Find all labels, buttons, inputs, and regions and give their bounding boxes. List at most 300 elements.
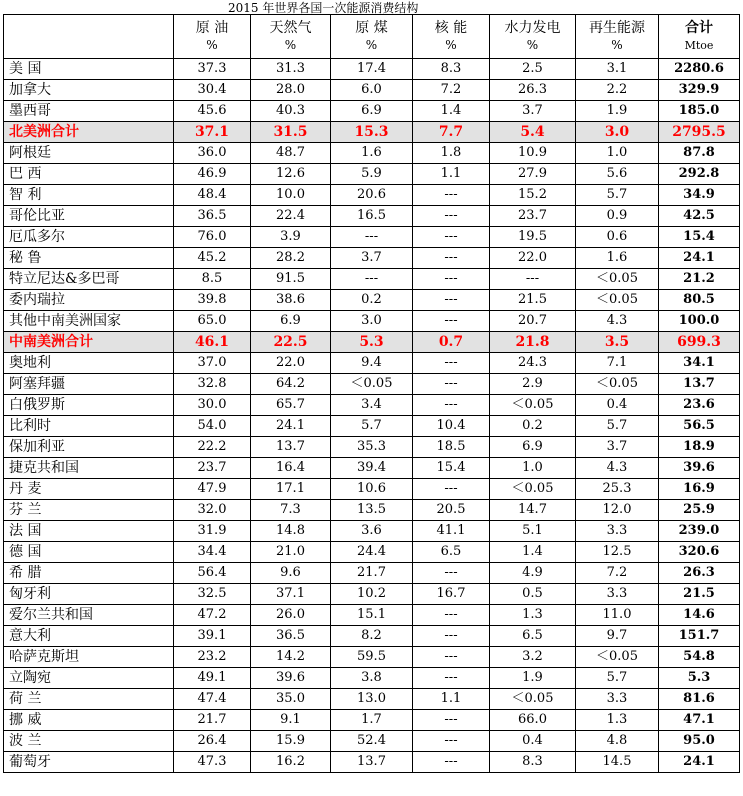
header-label: 水力发电	[504, 19, 561, 36]
gas-cell: 91.5	[251, 269, 331, 290]
coal-cell: 3.4	[331, 395, 413, 416]
oil-cell: 30.4	[174, 80, 251, 101]
country-name: 委内瑞拉	[4, 290, 174, 311]
renewables-cell: 3.5	[576, 332, 659, 353]
gas-cell: 13.7	[251, 437, 331, 458]
oil-cell: 47.4	[174, 689, 251, 710]
table-row	[4, 164, 740, 185]
nuclear-cell: 20.5	[413, 500, 490, 521]
total-cell: 95.0	[659, 731, 740, 752]
gas-cell: 48.7	[251, 143, 331, 164]
hydro-cell: 10.9	[490, 143, 576, 164]
country-name: 巴 西	[4, 164, 174, 185]
country-name: 希 腊	[4, 563, 174, 584]
oil-cell: 37.3	[174, 59, 251, 80]
total-cell: 56.5	[659, 416, 740, 437]
nuclear-cell: ---	[413, 227, 490, 248]
total-cell: 81.6	[659, 689, 740, 710]
coal-cell: 8.2	[331, 626, 413, 647]
gas-cell: 36.5	[251, 626, 331, 647]
total-cell: 320.6	[659, 542, 740, 563]
gas-cell: 6.9	[251, 311, 331, 332]
country-name: 厄瓜多尔	[4, 227, 174, 248]
total-cell: 25.9	[659, 500, 740, 521]
country-name: 捷克共和国	[4, 458, 174, 479]
coal-cell: 59.5	[331, 647, 413, 668]
table-row	[4, 731, 740, 752]
country-name: 比利时	[4, 416, 174, 437]
coal-cell: 3.6	[331, 521, 413, 542]
coal-cell: 15.3	[331, 122, 413, 143]
gas-cell: 22.5	[251, 332, 331, 353]
table-row	[4, 458, 740, 479]
hydro-cell: 0.5	[490, 584, 576, 605]
nuclear-cell: 16.7	[413, 584, 490, 605]
country-name: 哈萨克斯坦	[4, 647, 174, 668]
country-name: 立陶宛	[4, 668, 174, 689]
table-row	[4, 416, 740, 437]
gas-cell: 7.3	[251, 500, 331, 521]
hydro-cell: ＜0.05	[490, 479, 576, 500]
table-row	[4, 374, 740, 395]
header-unit: Mtoe	[684, 38, 714, 52]
coal-cell: 10.2	[331, 584, 413, 605]
hydro-cell: 19.5	[490, 227, 576, 248]
header-nuclear	[413, 15, 490, 59]
hydro-cell: 0.4	[490, 731, 576, 752]
header-unit: %	[611, 37, 623, 52]
oil-cell: 47.2	[174, 605, 251, 626]
renewables-cell: ＜0.05	[576, 647, 659, 668]
table-row	[4, 290, 740, 311]
coal-cell: 39.4	[331, 458, 413, 479]
total-cell: 185.0	[659, 101, 740, 122]
gas-cell: 28.0	[251, 80, 331, 101]
renewables-cell: 5.7	[576, 668, 659, 689]
total-cell: 14.6	[659, 605, 740, 626]
country-name: 加拿大	[4, 80, 174, 101]
oil-cell: 48.4	[174, 185, 251, 206]
total-cell: 24.1	[659, 248, 740, 269]
oil-cell: 23.2	[174, 647, 251, 668]
total-cell: 21.5	[659, 584, 740, 605]
coal-cell: 6.9	[331, 101, 413, 122]
renewables-cell: 0.9	[576, 206, 659, 227]
country-name: 特立尼达&多巴哥	[4, 269, 174, 290]
header-total	[659, 15, 740, 59]
country-name: 荷 兰	[4, 689, 174, 710]
coal-cell: ---	[331, 227, 413, 248]
oil-cell: 76.0	[174, 227, 251, 248]
header-label: 核 能	[434, 19, 468, 36]
renewables-cell: 2.2	[576, 80, 659, 101]
coal-cell: 3.7	[331, 248, 413, 269]
table-row	[4, 269, 740, 290]
gas-cell: 16.4	[251, 458, 331, 479]
gas-cell: 17.1	[251, 479, 331, 500]
nuclear-cell: ---	[413, 710, 490, 731]
oil-cell: 22.2	[174, 437, 251, 458]
gas-cell: 64.2	[251, 374, 331, 395]
table-row	[4, 395, 740, 416]
coal-cell: 1.6	[331, 143, 413, 164]
hydro-cell: 20.7	[490, 311, 576, 332]
renewables-cell: 3.1	[576, 59, 659, 80]
nuclear-cell: 7.7	[413, 122, 490, 143]
country-name: 秘 鲁	[4, 248, 174, 269]
table-row	[4, 248, 740, 269]
renewables-cell: 11.0	[576, 605, 659, 626]
hydro-cell: 23.7	[490, 206, 576, 227]
hydro-cell: 22.0	[490, 248, 576, 269]
coal-cell: 5.7	[331, 416, 413, 437]
total-cell: 87.8	[659, 143, 740, 164]
renewables-cell: 5.7	[576, 416, 659, 437]
renewables-cell: 3.3	[576, 584, 659, 605]
table-row	[4, 668, 740, 689]
hydro-cell: 26.3	[490, 80, 576, 101]
hydro-cell: 1.3	[490, 605, 576, 626]
country-name: 阿根廷	[4, 143, 174, 164]
total-cell: 13.7	[659, 374, 740, 395]
renewables-cell: 9.7	[576, 626, 659, 647]
hydro-cell: 15.2	[490, 185, 576, 206]
renewables-cell: 1.9	[576, 101, 659, 122]
table-row	[4, 752, 740, 773]
country-name: 智 利	[4, 185, 174, 206]
hydro-cell: ＜0.05	[490, 689, 576, 710]
total-cell: 18.9	[659, 437, 740, 458]
country-name: 法 国	[4, 521, 174, 542]
country-name: 中南美洲合计	[4, 332, 174, 353]
hydro-cell: 8.3	[490, 752, 576, 773]
coal-cell: 13.7	[331, 752, 413, 773]
country-name: 哥伦比亚	[4, 206, 174, 227]
nuclear-cell: ---	[413, 269, 490, 290]
total-cell: 42.5	[659, 206, 740, 227]
coal-cell: 13.0	[331, 689, 413, 710]
coal-cell: 15.1	[331, 605, 413, 626]
gas-cell: 39.6	[251, 668, 331, 689]
renewables-cell: 1.6	[576, 248, 659, 269]
total-cell: 34.9	[659, 185, 740, 206]
nuclear-cell: 1.1	[413, 164, 490, 185]
country-name: 奥地利	[4, 353, 174, 374]
renewables-cell: ＜0.05	[576, 290, 659, 311]
renewables-cell: 1.3	[576, 710, 659, 731]
oil-cell: 45.2	[174, 248, 251, 269]
header-label: 原 煤	[355, 19, 388, 36]
hydro-cell: 24.3	[490, 353, 576, 374]
gas-cell: 10.0	[251, 185, 331, 206]
gas-cell: 31.5	[251, 122, 331, 143]
header-oil	[174, 15, 251, 59]
hydro-cell: ＜0.05	[490, 395, 576, 416]
country-name: 爱尔兰共和国	[4, 605, 174, 626]
header-label: 原 油	[195, 19, 229, 36]
renewables-cell: 0.4	[576, 395, 659, 416]
table-row	[4, 227, 740, 248]
table-row	[4, 605, 740, 626]
oil-cell: 32.8	[174, 374, 251, 395]
total-cell: 239.0	[659, 521, 740, 542]
nuclear-cell: 10.4	[413, 416, 490, 437]
coal-cell: 1.7	[331, 710, 413, 731]
hydro-cell: 2.9	[490, 374, 576, 395]
hydro-cell: 1.0	[490, 458, 576, 479]
nuclear-cell: ---	[413, 563, 490, 584]
subtotal-row	[4, 122, 740, 143]
oil-cell: 32.5	[174, 584, 251, 605]
table-row	[4, 563, 740, 584]
oil-cell: 32.0	[174, 500, 251, 521]
oil-cell: 8.5	[174, 269, 251, 290]
hydro-cell: 5.4	[490, 122, 576, 143]
table-row	[4, 626, 740, 647]
oil-cell: 39.8	[174, 290, 251, 311]
nuclear-cell: 0.7	[413, 332, 490, 353]
table-row	[4, 353, 740, 374]
oil-cell: 23.7	[174, 458, 251, 479]
table-row	[4, 143, 740, 164]
total-cell: 34.1	[659, 353, 740, 374]
nuclear-cell: ---	[413, 752, 490, 773]
coal-cell: 16.5	[331, 206, 413, 227]
renewables-cell: 7.2	[576, 563, 659, 584]
gas-cell: 37.1	[251, 584, 331, 605]
coal-cell: 20.6	[331, 185, 413, 206]
renewables-cell: 4.3	[576, 458, 659, 479]
coal-cell: 0.2	[331, 290, 413, 311]
nuclear-cell: ---	[413, 353, 490, 374]
coal-cell: 35.3	[331, 437, 413, 458]
coal-cell: 17.4	[331, 59, 413, 80]
total-cell: 5.3	[659, 668, 740, 689]
coal-cell: ＜0.05	[331, 374, 413, 395]
oil-cell: 26.4	[174, 731, 251, 752]
total-cell: 2795.5	[659, 122, 740, 143]
nuclear-cell: ---	[413, 290, 490, 311]
nuclear-cell: 1.4	[413, 101, 490, 122]
renewables-cell: 7.1	[576, 353, 659, 374]
table-row	[4, 584, 740, 605]
header-label: 天然气	[269, 19, 312, 36]
renewables-cell: 4.3	[576, 311, 659, 332]
table-row	[4, 710, 740, 731]
renewables-cell: ＜0.05	[576, 374, 659, 395]
country-name: 墨西哥	[4, 101, 174, 122]
total-cell: 292.8	[659, 164, 740, 185]
coal-cell: 52.4	[331, 731, 413, 752]
country-name: 芬 兰	[4, 500, 174, 521]
hydro-cell: 14.7	[490, 500, 576, 521]
country-name: 北美洲合计	[4, 122, 174, 143]
table-row	[4, 80, 740, 101]
table-row	[4, 647, 740, 668]
table-row	[4, 59, 740, 80]
nuclear-cell: ---	[413, 311, 490, 332]
oil-cell: 30.0	[174, 395, 251, 416]
gas-cell: 26.0	[251, 605, 331, 626]
header-unit: %	[284, 37, 297, 52]
hydro-cell: 2.5	[490, 59, 576, 80]
table-body	[4, 59, 740, 773]
nuclear-cell: 7.2	[413, 80, 490, 101]
oil-cell: 65.0	[174, 311, 251, 332]
gas-cell: 22.4	[251, 206, 331, 227]
hydro-cell: 4.9	[490, 563, 576, 584]
nuclear-cell: ---	[413, 605, 490, 626]
renewables-cell: 14.5	[576, 752, 659, 773]
gas-cell: 12.6	[251, 164, 331, 185]
nuclear-cell: 1.8	[413, 143, 490, 164]
country-name: 阿塞拜疆	[4, 374, 174, 395]
coal-cell: 10.6	[331, 479, 413, 500]
renewables-cell: 12.5	[576, 542, 659, 563]
hydro-cell: 66.0	[490, 710, 576, 731]
nuclear-cell: ---	[413, 626, 490, 647]
subtotal-row	[4, 332, 740, 353]
gas-cell: 9.6	[251, 563, 331, 584]
hydro-cell: 5.1	[490, 521, 576, 542]
renewables-cell: 0.6	[576, 227, 659, 248]
renewables-cell: 5.7	[576, 185, 659, 206]
total-cell: 15.4	[659, 227, 740, 248]
total-cell: 329.9	[659, 80, 740, 101]
coal-cell: 5.3	[331, 332, 413, 353]
total-cell: 699.3	[659, 332, 740, 353]
header-unit: %	[365, 37, 378, 52]
hydro-cell: 27.9	[490, 164, 576, 185]
oil-cell: 36.0	[174, 143, 251, 164]
renewables-cell: 3.3	[576, 689, 659, 710]
nuclear-cell: 6.5	[413, 542, 490, 563]
header-coal	[331, 15, 413, 59]
renewables-cell: 5.6	[576, 164, 659, 185]
country-name: 德 国	[4, 542, 174, 563]
gas-cell: 28.2	[251, 248, 331, 269]
table-row	[4, 689, 740, 710]
oil-cell: 37.0	[174, 353, 251, 374]
renewables-cell: 12.0	[576, 500, 659, 521]
table-row	[4, 437, 740, 458]
country-name: 葡萄牙	[4, 752, 174, 773]
gas-cell: 14.8	[251, 521, 331, 542]
oil-cell: 46.9	[174, 164, 251, 185]
renewables-cell: 4.8	[576, 731, 659, 752]
nuclear-cell: ---	[413, 395, 490, 416]
gas-cell: 15.9	[251, 731, 331, 752]
hydro-cell: 21.8	[490, 332, 576, 353]
hydro-cell: 6.5	[490, 626, 576, 647]
hydro-cell: 1.9	[490, 668, 576, 689]
total-cell: 16.9	[659, 479, 740, 500]
header-label: 再生能源	[589, 19, 645, 36]
title-text: 2015 年世界各国一次能源消费结构	[228, 1, 419, 15]
coal-cell: 3.8	[331, 668, 413, 689]
oil-cell: 47.3	[174, 752, 251, 773]
oil-cell: 34.4	[174, 542, 251, 563]
country-name: 波 兰	[4, 731, 174, 752]
country-name: 匈牙利	[4, 584, 174, 605]
gas-cell: 35.0	[251, 689, 331, 710]
country-name: 美 国	[4, 59, 174, 80]
nuclear-cell: ---	[413, 248, 490, 269]
oil-cell: 46.1	[174, 332, 251, 353]
coal-cell: 5.9	[331, 164, 413, 185]
total-cell: 100.0	[659, 311, 740, 332]
total-cell: 21.2	[659, 269, 740, 290]
renewables-cell: 3.3	[576, 521, 659, 542]
country-name: 白俄罗斯	[4, 395, 174, 416]
oil-cell: 56.4	[174, 563, 251, 584]
table-row	[4, 521, 740, 542]
oil-cell: 47.9	[174, 479, 251, 500]
nuclear-cell: 1.1	[413, 689, 490, 710]
energy-table	[3, 14, 740, 773]
nuclear-cell: ---	[413, 479, 490, 500]
gas-cell: 22.0	[251, 353, 331, 374]
renewables-cell: 25.3	[576, 479, 659, 500]
country-name: 保加利亚	[4, 437, 174, 458]
hydro-cell: 3.7	[490, 101, 576, 122]
country-name: 丹 麦	[4, 479, 174, 500]
total-cell: 151.7	[659, 626, 740, 647]
total-cell: 39.6	[659, 458, 740, 479]
table-row	[4, 101, 740, 122]
nuclear-cell: ---	[413, 647, 490, 668]
header-country	[4, 15, 174, 59]
country-name: 挪 威	[4, 710, 174, 731]
header-hydro	[490, 15, 576, 59]
oil-cell: 39.1	[174, 626, 251, 647]
total-cell: 54.8	[659, 647, 740, 668]
table-row	[4, 500, 740, 521]
coal-cell: 24.4	[331, 542, 413, 563]
hydro-cell: 3.2	[490, 647, 576, 668]
gas-cell: 3.9	[251, 227, 331, 248]
header-unit: %	[526, 37, 539, 52]
table-row	[4, 479, 740, 500]
gas-cell: 21.0	[251, 542, 331, 563]
hydro-cell: 1.4	[490, 542, 576, 563]
country-name: 意大利	[4, 626, 174, 647]
total-cell: 23.6	[659, 395, 740, 416]
gas-cell: 24.1	[251, 416, 331, 437]
gas-cell: 14.2	[251, 647, 331, 668]
coal-cell: 21.7	[331, 563, 413, 584]
table-row	[4, 311, 740, 332]
coal-cell: 6.0	[331, 80, 413, 101]
coal-cell: ---	[331, 269, 413, 290]
header-unit: %	[206, 37, 218, 52]
oil-cell: 49.1	[174, 668, 251, 689]
total-cell: 2280.6	[659, 59, 740, 80]
hydro-cell: 6.9	[490, 437, 576, 458]
oil-cell: 45.6	[174, 101, 251, 122]
header-row	[4, 15, 740, 59]
nuclear-cell: ---	[413, 374, 490, 395]
total-cell: 80.5	[659, 290, 740, 311]
table-row	[4, 206, 740, 227]
renewables-cell: ＜0.05	[576, 269, 659, 290]
nuclear-cell: ---	[413, 185, 490, 206]
nuclear-cell: 18.5	[413, 437, 490, 458]
gas-cell: 31.3	[251, 59, 331, 80]
nuclear-cell: ---	[413, 668, 490, 689]
header-renewables	[576, 15, 659, 59]
country-name: 其他中南美洲国家	[4, 311, 174, 332]
